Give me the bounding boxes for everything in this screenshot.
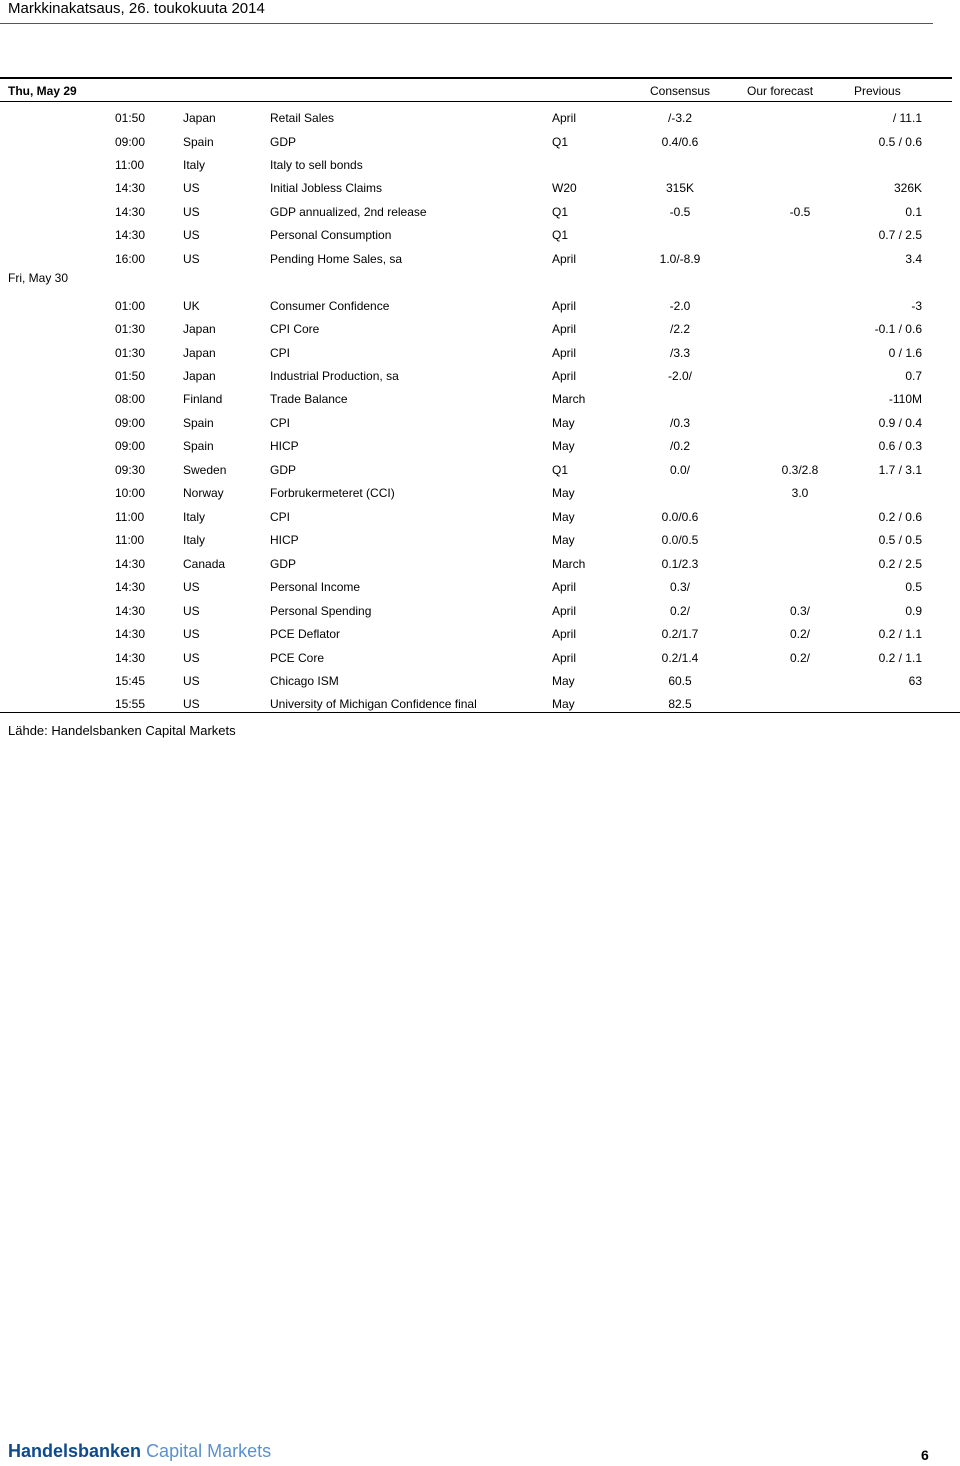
- cell-period: April: [552, 369, 577, 383]
- table-row: [0, 580, 960, 600]
- cell-consensus: 0.1/2.3: [661, 557, 699, 571]
- handelsbanken-logo: [8, 1441, 271, 1462]
- cell-time: 08:00: [115, 392, 146, 406]
- column-header-rule: [0, 101, 952, 102]
- cell-country: Japan: [183, 322, 216, 336]
- cell-previous: 0.5 / 0.5: [878, 533, 922, 547]
- cell-period: April: [552, 252, 577, 266]
- cell-period: Q1: [552, 135, 569, 149]
- cell-consensus: 0.0/: [669, 463, 690, 477]
- cell-country: Spain: [183, 416, 214, 430]
- cell-country: Finland: [183, 392, 223, 406]
- cell-period: April: [552, 322, 577, 336]
- cell-consensus: 0.0/0.5: [661, 533, 699, 547]
- cell-period: Q1: [552, 228, 569, 242]
- cell-country: Norway: [183, 486, 224, 500]
- cell-event: CPI Core: [270, 322, 320, 336]
- table-row: [0, 510, 960, 530]
- cell-time: 10:00: [115, 486, 146, 500]
- table-row: [0, 346, 960, 366]
- source-note: Lähde: Handelsbanken Capital Markets: [8, 723, 236, 738]
- cell-previous: 63: [908, 674, 922, 688]
- cell-country: Japan: [183, 346, 216, 360]
- cell-country: Japan: [183, 111, 216, 125]
- column-header-consensus: Consensus: [650, 84, 711, 98]
- cell-time: 09:30: [115, 463, 146, 477]
- cell-period: Q1: [552, 205, 569, 219]
- cell-previous: 0.6 / 0.3: [878, 439, 922, 453]
- cell-country: Italy: [183, 533, 206, 547]
- cell-period: May: [552, 697, 575, 711]
- cell-event: University of Michigan Confidence final: [270, 697, 477, 711]
- cell-consensus: 0.3/: [669, 580, 690, 594]
- table-row: [0, 135, 960, 155]
- table-row: [0, 158, 960, 178]
- cell-country: US: [183, 674, 200, 688]
- table-row: [0, 322, 960, 342]
- cell-consensus: 0.2/: [669, 604, 690, 618]
- cell-period: May: [552, 674, 575, 688]
- cell-time: 14:30: [115, 181, 146, 195]
- cell-time: 09:00: [115, 416, 146, 430]
- cell-previous: 0.2 / 1.1: [878, 627, 922, 641]
- table-row: [0, 557, 960, 577]
- cell-previous: 326K: [893, 181, 922, 195]
- cell-previous: 3.4: [905, 252, 922, 266]
- cell-country: US: [183, 228, 200, 242]
- cell-consensus: /-3.2: [667, 111, 692, 125]
- cell-event: PCE Deflator: [270, 627, 341, 641]
- cell-period: Q1: [552, 463, 569, 477]
- cell-consensus: /0.3: [669, 416, 690, 430]
- cell-previous: / 11.1: [892, 111, 922, 125]
- table-row: [0, 416, 960, 436]
- cell-event: Personal Consumption: [270, 228, 392, 242]
- table-row: [0, 486, 960, 506]
- cell-time: 14:30: [115, 604, 146, 618]
- cell-time: 16:00: [115, 252, 146, 266]
- cell-time: 14:30: [115, 651, 146, 665]
- cell-time: 14:30: [115, 627, 146, 641]
- cell-period: W20: [552, 181, 577, 195]
- cell-period: May: [552, 533, 575, 547]
- cell-period: April: [552, 580, 577, 594]
- cell-consensus: 0.2/1.7: [661, 627, 699, 641]
- table-bottom-rule: [0, 712, 960, 713]
- cell-event: GDP: [270, 557, 297, 571]
- cell-time: 01:50: [115, 111, 146, 125]
- day-label-fri: Fri, May 30: [8, 271, 69, 285]
- cell-country: US: [183, 252, 200, 266]
- cell-country: US: [183, 627, 200, 641]
- cell-forecast: 0.3/: [789, 604, 810, 618]
- cell-country: US: [183, 604, 200, 618]
- cell-period: May: [552, 416, 575, 430]
- cell-consensus: /0.2: [669, 439, 690, 453]
- cell-consensus: 315K: [665, 181, 695, 195]
- cell-country: Italy: [183, 158, 206, 172]
- cell-previous: 0.1: [905, 205, 922, 219]
- cell-event: Forbrukermeteret (CCI): [270, 486, 395, 500]
- cell-country: US: [183, 651, 200, 665]
- cell-time: 01:50: [115, 369, 146, 383]
- cell-previous: 0.9 / 0.4: [878, 416, 922, 430]
- cell-previous: -0.1 / 0.6: [874, 322, 922, 336]
- table-row: [0, 181, 960, 201]
- cell-forecast: -0.5: [789, 205, 811, 219]
- cell-previous: 0.2 / 0.6: [878, 510, 922, 524]
- cell-period: March: [552, 392, 586, 406]
- cell-consensus: 60.5: [668, 674, 692, 688]
- cell-country: UK: [183, 299, 200, 313]
- table-row: [0, 299, 960, 319]
- cell-previous: 0.9: [905, 604, 922, 618]
- cell-country: US: [183, 205, 200, 219]
- page-number: 6: [921, 1447, 929, 1463]
- cell-previous: 0.2 / 1.1: [878, 651, 922, 665]
- table-row: [0, 252, 960, 272]
- table-row: [0, 111, 960, 131]
- cell-period: May: [552, 439, 575, 453]
- cell-previous: 0.7: [905, 369, 922, 383]
- cell-time: 11:00: [115, 158, 145, 172]
- table-row: [0, 463, 960, 483]
- table-row: [0, 228, 960, 248]
- table-top-rule: [0, 77, 952, 79]
- cell-event: Industrial Production, sa: [270, 369, 399, 383]
- header-divider: [0, 23, 933, 24]
- cell-period: May: [552, 510, 575, 524]
- cell-period: April: [552, 604, 577, 618]
- cell-previous: 0 / 1.6: [888, 346, 922, 360]
- cell-previous: 0.5: [905, 580, 922, 594]
- table-row: [0, 205, 960, 225]
- cell-period: April: [552, 651, 577, 665]
- cell-period: April: [552, 346, 577, 360]
- cell-forecast: 3.0: [791, 486, 809, 500]
- cell-time: 01:30: [115, 322, 146, 336]
- cell-country: Spain: [183, 135, 214, 149]
- table-row: [0, 674, 960, 694]
- cell-event: Consumer Confidence: [270, 299, 390, 313]
- cell-time: 11:00: [115, 510, 145, 524]
- cell-period: April: [552, 627, 577, 641]
- cell-event: Personal Spending: [270, 604, 372, 618]
- table-row: [0, 392, 960, 412]
- table-row: [0, 627, 960, 647]
- cell-time: 14:30: [115, 557, 146, 571]
- cell-time: 01:30: [115, 346, 146, 360]
- cell-previous: 0.2 / 2.5: [878, 557, 922, 571]
- cell-event: GDP annualized, 2nd release: [270, 205, 427, 219]
- cell-previous: -3: [911, 299, 922, 313]
- logo-brand: Handelsbanken: [8, 1441, 142, 1461]
- cell-country: Sweden: [183, 463, 227, 477]
- cell-time: 14:30: [115, 580, 146, 594]
- cell-consensus: -2.0/: [667, 369, 692, 383]
- cell-time: 14:30: [115, 205, 146, 219]
- cell-event: Trade Balance: [270, 392, 348, 406]
- cell-event: Personal Income: [270, 580, 361, 594]
- cell-time: 11:00: [115, 533, 145, 547]
- cell-consensus: 0.2/1.4: [661, 651, 699, 665]
- cell-forecast: 0.3/2.8: [781, 463, 819, 477]
- cell-time: 09:00: [115, 135, 146, 149]
- cell-time: 15:45: [115, 674, 146, 688]
- cell-consensus: 1.0/-8.9: [659, 252, 701, 266]
- cell-event: CPI: [270, 510, 291, 524]
- cell-country: Spain: [183, 439, 214, 453]
- day-label-thu: Thu, May 29: [8, 84, 77, 98]
- cell-event: Chicago ISM: [270, 674, 339, 688]
- cell-event: GDP: [270, 463, 297, 477]
- cell-consensus: /2.2: [669, 322, 690, 336]
- cell-country: Canada: [183, 557, 226, 571]
- cell-period: April: [552, 299, 577, 313]
- cell-time: 01:00: [115, 299, 146, 313]
- cell-consensus: 0.0/0.6: [661, 510, 699, 524]
- cell-previous: 0.7 / 2.5: [878, 228, 922, 242]
- table-row: [0, 439, 960, 459]
- cell-event: Pending Home Sales, sa: [270, 252, 403, 266]
- table-row: [0, 604, 960, 624]
- table-row: [0, 369, 960, 389]
- cell-previous: 0.5 / 0.6: [878, 135, 922, 149]
- cell-forecast: 0.2/: [789, 627, 810, 641]
- cell-consensus: -2.0: [669, 299, 691, 313]
- table-row: [0, 651, 960, 671]
- cell-event: GDP: [270, 135, 297, 149]
- cell-forecast: 0.2/: [789, 651, 810, 665]
- cell-consensus: -0.5: [669, 205, 691, 219]
- cell-country: US: [183, 697, 200, 711]
- cell-time: 09:00: [115, 439, 146, 453]
- logo-sub: Capital Markets: [146, 1441, 272, 1461]
- column-header-forecast: Our forecast: [747, 84, 814, 98]
- cell-event: PCE Core: [270, 651, 325, 665]
- cell-country: Italy: [183, 510, 206, 524]
- cell-country: US: [183, 580, 200, 594]
- cell-time: 14:30: [115, 228, 146, 242]
- cell-country: US: [183, 181, 200, 195]
- table-row: [0, 533, 960, 553]
- cell-consensus: 0.4/0.6: [661, 135, 699, 149]
- cell-period: March: [552, 557, 586, 571]
- cell-event: HICP: [270, 439, 299, 453]
- cell-event: Initial Jobless Claims: [270, 181, 383, 195]
- cell-previous: -110M: [888, 392, 922, 406]
- cell-consensus: 82.5: [668, 697, 692, 711]
- cell-period: April: [552, 111, 577, 125]
- cell-time: 15:55: [115, 697, 146, 711]
- page-title: Markkinakatsaus, 26. toukokuuta 2014: [8, 0, 265, 17]
- cell-country: Japan: [183, 369, 216, 383]
- cell-event: HICP: [270, 533, 299, 547]
- cell-consensus: /3.3: [669, 346, 690, 360]
- column-header-previous: Previous: [854, 84, 901, 98]
- cell-event: CPI: [270, 416, 291, 430]
- cell-period: May: [552, 486, 575, 500]
- cell-previous: 1.7 / 3.1: [878, 463, 922, 477]
- table-row: [0, 697, 960, 717]
- cell-event: CPI: [270, 346, 291, 360]
- cell-event: Italy to sell bonds: [270, 158, 363, 172]
- cell-event: Retail Sales: [270, 111, 335, 125]
